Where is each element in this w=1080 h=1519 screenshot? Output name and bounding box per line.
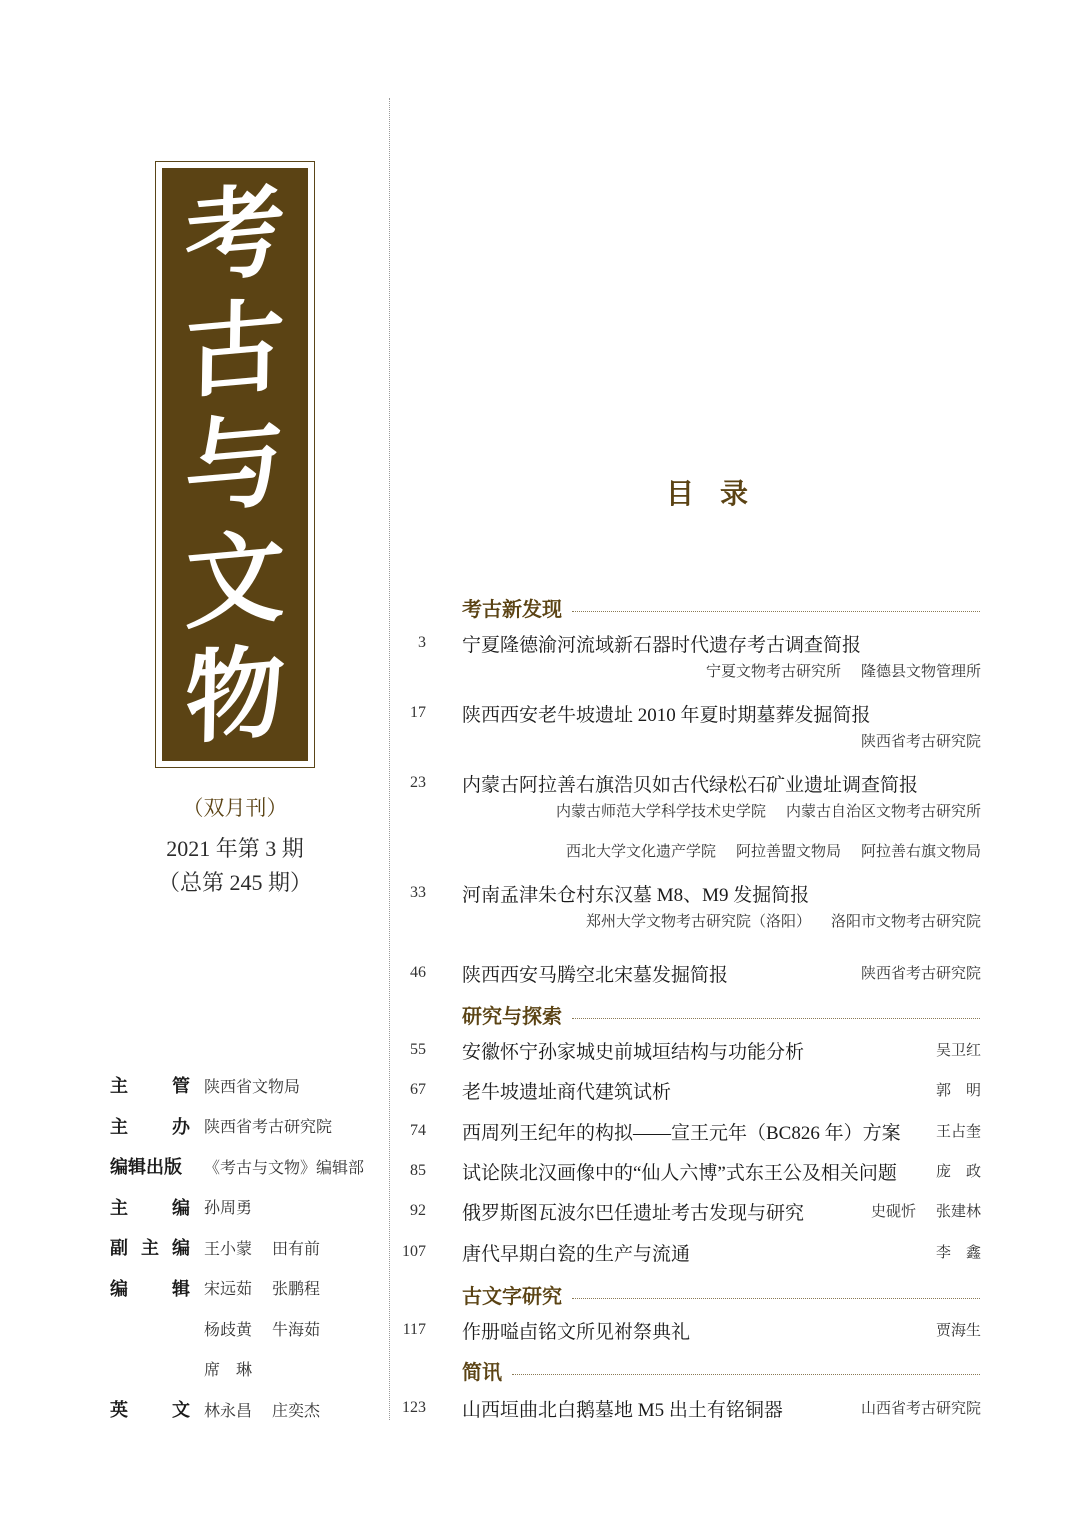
toc-article-title: 老牛坡遗址商代建筑试析 [462, 1082, 672, 1103]
column-divider [389, 98, 390, 1420]
masthead-role [110, 1234, 204, 1260]
masthead-name: 宋远茹 [204, 1279, 253, 1299]
masthead-role [110, 1396, 204, 1422]
masthead-names [204, 1236, 380, 1259]
publication-frequency: （双月刊） [182, 796, 288, 820]
toc-section-rule [512, 1374, 980, 1375]
masthead-role-char: 编 [172, 1197, 190, 1219]
toc-page-number: 55 [410, 1041, 426, 1058]
masthead-name: 孙周勇 [204, 1198, 253, 1218]
toc-article-title: 山西垣曲北白鹅墓地 M5 出土有铭铜器 [462, 1400, 783, 1421]
masthead-name: 田有前 [272, 1238, 321, 1258]
toc-article-authors [936, 1039, 981, 1060]
masthead-role-char: 副 [110, 1238, 128, 1260]
toc-article-title: 内蒙古阿拉善右旗浩贝如古代绿松石矿业遗址调查简报 [462, 775, 919, 796]
toc-section-label: 简讯 [462, 1359, 502, 1384]
masthead-role-char: 辑 [172, 1278, 190, 1300]
masthead-role-char: 办 [172, 1116, 190, 1138]
toc-author: 庞 政 [935, 1162, 981, 1180]
toc-page-number: 117 [402, 1321, 426, 1338]
toc-section-label: 考古新发现 [462, 596, 562, 621]
journal-title-char: 文 [184, 516, 286, 644]
masthead-row [110, 1268, 380, 1309]
toc-article-authors [586, 910, 981, 931]
toc-article-authors [566, 840, 981, 861]
masthead-role-char: 主 [110, 1076, 128, 1098]
masthead-name: 张鹏程 [272, 1279, 321, 1299]
toc-section-rule [572, 611, 980, 612]
toc-section-label: 古文字研究 [462, 1283, 562, 1308]
toc-section-header [462, 1275, 980, 1313]
masthead-role-char: 主 [110, 1197, 128, 1219]
toc-author: 李 鑫 [935, 1243, 981, 1261]
masthead-role [110, 1194, 204, 1220]
toc-page-number: 23 [410, 774, 426, 791]
masthead-name: 庄奕杰 [272, 1400, 321, 1420]
masthead-row [110, 1349, 380, 1390]
toc-author: 郭 明 [935, 1081, 981, 1099]
masthead-role [110, 1072, 204, 1098]
toc-author: 西北大学文化遗产学院 [565, 842, 716, 860]
toc-author: 陕西省考古研究院 [860, 732, 981, 750]
issue-number: 2021 年第 3 期 [166, 836, 304, 861]
masthead-row [110, 1187, 380, 1228]
toc-article-authors [936, 1319, 981, 1340]
toc-author: 吴卫红 [935, 1041, 981, 1059]
toc-author: 陕西省考古研究院 [860, 964, 981, 982]
total-issue-number: （总第 245 期） [157, 870, 312, 895]
toc-author: 王占奎 [935, 1122, 981, 1140]
masthead-name: 林永昌 [204, 1400, 253, 1420]
masthead-names [204, 1357, 380, 1380]
toc-author: 山西省考古研究院 [860, 1399, 981, 1417]
issue-info [140, 790, 330, 900]
toc-article-authors [861, 730, 981, 751]
toc-page-number: 74 [410, 1122, 426, 1139]
toc-article-title: 陕西西安马腾空北宋墓发掘简报 [462, 965, 729, 986]
toc-article-authors [936, 1079, 981, 1100]
toc-article-title: 河南孟津朱仓村东汉墓 M8、M9 发掘简报 [462, 885, 810, 906]
journal-title-char: 物 [184, 631, 286, 759]
masthead-names [204, 1195, 380, 1218]
toc-author: 阿拉善右旗文物局 [860, 842, 981, 860]
toc-heading: 目录 [665, 477, 774, 510]
masthead-names [204, 1074, 380, 1097]
toc-article-authors [936, 1160, 981, 1181]
toc-author: 内蒙古自治区文物考古研究所 [785, 802, 981, 820]
toc-section-rule [572, 1298, 980, 1299]
masthead-role-char: 文 [172, 1400, 190, 1422]
toc-author: 贾海生 [935, 1321, 981, 1339]
masthead-name: 牛海茹 [272, 1319, 321, 1339]
toc-article-authors [556, 800, 981, 821]
journal-title-char: 古 [184, 285, 286, 413]
toc-page-number: 92 [410, 1202, 426, 1219]
masthead-name: 陕西省文物局 [204, 1076, 301, 1096]
toc-section-header [462, 1351, 980, 1389]
journal-title-char: 与 [184, 400, 286, 529]
masthead-role [110, 1113, 204, 1139]
masthead-row [110, 1146, 380, 1187]
masthead-name: 席 琳 [204, 1360, 253, 1380]
masthead-role-char: 主 [141, 1238, 159, 1260]
toc-page-number: 123 [402, 1399, 426, 1416]
toc-author: 史砚忻 [870, 1202, 916, 1220]
toc-author: 内蒙古师范大学科学技术史学院 [555, 802, 766, 820]
toc-author: 洛阳市文物考古研究院 [830, 912, 981, 930]
toc-article-authors [861, 962, 981, 983]
toc-author: 隆德县文物管理所 [860, 662, 981, 680]
toc-article-authors [936, 1120, 981, 1141]
journal-title-block [162, 168, 308, 761]
masthead-role-char: 主 [110, 1116, 128, 1138]
masthead-names [204, 1155, 380, 1178]
toc-article-authors [706, 660, 981, 681]
masthead-role-char: 编 [172, 1238, 190, 1260]
masthead-name: 王小蒙 [204, 1238, 253, 1258]
toc-page-number: 107 [402, 1243, 426, 1260]
masthead-names [204, 1398, 380, 1421]
masthead-staff-list [110, 1065, 380, 1430]
toc-article-title: 宁夏隆德渝河流域新石器时代遗存考古调查简报 [462, 635, 862, 656]
toc-article-authors [871, 1200, 981, 1221]
masthead-name: 《考古与文物》编辑部 [204, 1157, 365, 1177]
masthead-role [110, 1153, 204, 1179]
toc-article-title: 俄罗斯图瓦波尔巴任遗址考古发现与研究 [462, 1203, 805, 1224]
masthead-row [110, 1389, 380, 1430]
masthead-name: 杨歧黄 [204, 1319, 253, 1339]
toc-page-number: 85 [410, 1162, 426, 1179]
masthead-row [110, 1065, 380, 1106]
toc-page-number: 17 [410, 704, 426, 721]
toc-author: 张建林 [935, 1202, 981, 1220]
masthead-role-char: 编辑出版 [110, 1157, 182, 1179]
masthead-row [110, 1227, 380, 1268]
toc-page-number: 67 [410, 1081, 426, 1098]
toc-author: 宁夏文物考古研究所 [705, 662, 841, 680]
toc-section-rule [572, 1018, 980, 1019]
toc-article-title: 西周列王纪年的构拟——宣王元年（BC826 年）方案 [462, 1123, 901, 1144]
toc-page-number: 33 [410, 884, 426, 901]
masthead-names [204, 1276, 380, 1299]
toc-article-title: 唐代早期白瓷的生产与流通 [462, 1244, 691, 1265]
masthead-role-char: 编 [110, 1278, 128, 1300]
toc-article-title: 作册嗌卣铭文所见祔祭典礼 [462, 1322, 691, 1343]
masthead-row [110, 1308, 380, 1349]
toc-article-title: 安徽怀宁孙家城史前城垣结构与功能分析 [462, 1042, 805, 1063]
masthead-names [204, 1114, 380, 1137]
toc-article-title: 陕西西安老牛坡遗址 2010 年夏时期墓葬发掘简报 [462, 705, 871, 726]
toc-section-label: 研究与探索 [462, 1003, 562, 1028]
toc-article-authors [861, 1397, 981, 1418]
masthead-role-char: 英 [110, 1400, 128, 1422]
toc-author: 郑州大学文物考古研究院（洛阳） [585, 912, 811, 930]
toc-author: 阿拉善盟文物局 [735, 842, 841, 860]
masthead-names [204, 1317, 380, 1340]
masthead-role [110, 1275, 204, 1301]
masthead-role-char: 管 [172, 1076, 190, 1098]
toc-page-number: 46 [410, 964, 426, 981]
toc-article-title: 试论陕北汉画像中的“仙人六博”式东王公及相关问题 [462, 1163, 897, 1184]
toc-section-header [462, 588, 980, 626]
masthead-row [110, 1106, 380, 1147]
toc-section-header [462, 995, 980, 1033]
toc-article-authors [936, 1241, 981, 1262]
masthead-name: 陕西省考古研究院 [204, 1117, 333, 1137]
journal-title-char: 考 [184, 170, 286, 298]
toc-page-number: 3 [418, 634, 426, 651]
